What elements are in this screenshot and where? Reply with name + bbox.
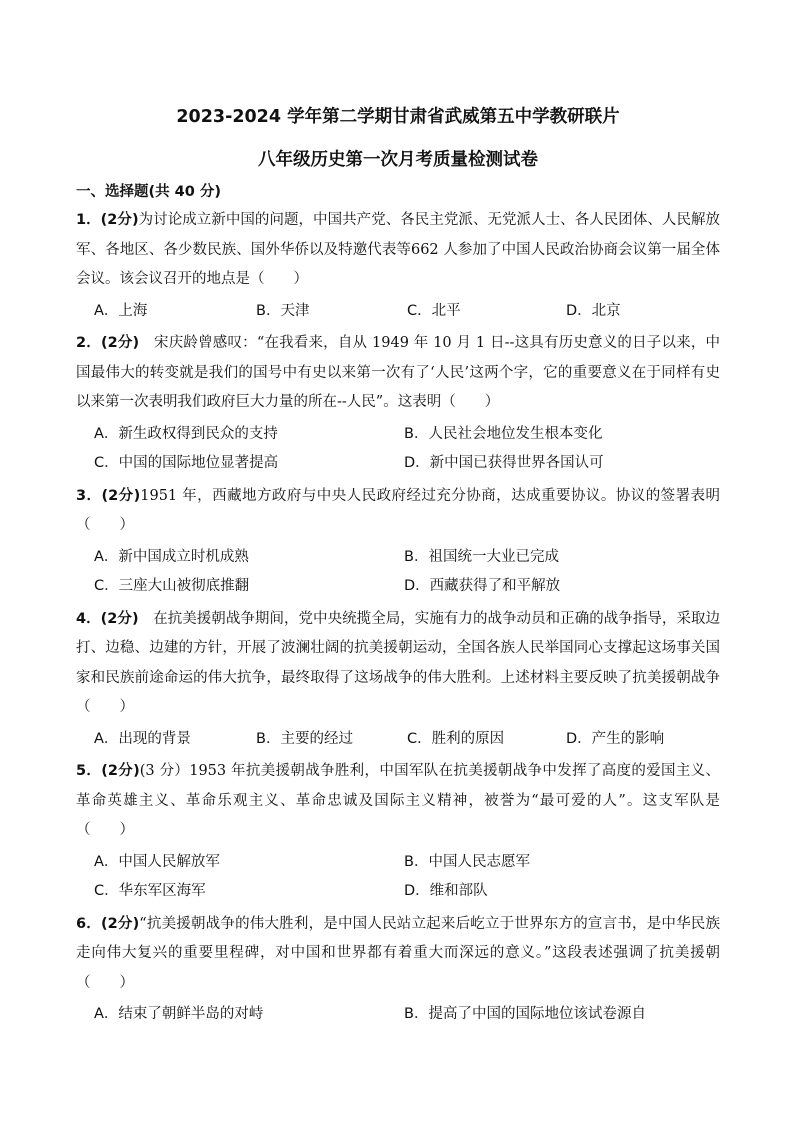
- option-text: 北平: [431, 302, 461, 319]
- options-list: [76, 420, 720, 479]
- question-stem: [76, 605, 720, 723]
- option-a[interactable]: [94, 543, 404, 573]
- question-3: [76, 482, 720, 602]
- option-letter: B．: [256, 730, 281, 747]
- question-stem: [76, 329, 720, 418]
- question-2: [76, 329, 720, 479]
- option-letter: B．: [404, 1006, 429, 1022]
- question-number: 3．: [76, 487, 102, 504]
- option-d[interactable]: [566, 725, 716, 755]
- option-text: 结束了朝鲜半岛的对峙: [118, 1006, 264, 1022]
- option-letter: C．: [94, 455, 119, 471]
- option-text: 祖国统一大业已完成: [428, 548, 559, 565]
- option-a[interactable]: [94, 725, 256, 755]
- question-number: 2．: [76, 335, 101, 351]
- option-letter: C．: [407, 730, 432, 747]
- option-letter: D．: [566, 730, 592, 747]
- question-text: 为讨论成立新中国的问题，中国共产党、各民主党派、无党派人士、各人民团体、人民解放军、各地区、各少数民族、国外华侨以及特邀代表等662 人参加了中国人民政治协商会议第一届全体会议。该会议召开的地点是（ ）: [76, 212, 721, 287]
- question-score: (2分): [100, 610, 139, 627]
- options-list: [76, 297, 720, 327]
- option-text: 北京: [591, 302, 621, 319]
- option-d[interactable]: [404, 572, 716, 602]
- option-a[interactable]: [94, 420, 404, 450]
- option-b[interactable]: [404, 848, 716, 878]
- question-score: (2分): [101, 487, 141, 504]
- option-b[interactable]: [404, 543, 716, 573]
- option-a[interactable]: [94, 297, 256, 327]
- option-a[interactable]: [94, 1000, 404, 1030]
- option-text: 新中国成立时机成熟: [118, 548, 249, 565]
- option-letter: A．: [94, 730, 119, 747]
- option-text: 华东军区海军: [118, 883, 206, 899]
- option-text: 新生政权得到民众的支持: [118, 425, 278, 442]
- option-text: 三座大山被彻底推翻: [118, 578, 250, 594]
- option-text: 主要的经过: [280, 730, 353, 747]
- question-6: [76, 910, 720, 1030]
- option-text: 中国的国际地位显著提高: [118, 455, 279, 471]
- option-text: 维和部队: [429, 883, 488, 899]
- question-stem: [76, 206, 720, 295]
- option-d[interactable]: [404, 877, 716, 907]
- option-text: 提高了中国的国际地位该试卷源自: [428, 1006, 646, 1022]
- question-text: “抗美援朝战争的伟大胜利，是中国人民站立起来后屹立于世界东方的宣言书，是中华民族走向伟大复兴的重要里程碑，对中国和世界都有着重大而深远的意义。”这段表述强调了抗美援朝（ ）: [76, 915, 720, 991]
- option-text: 新中国已获得世界各国认可: [429, 455, 604, 471]
- option-text: 中国人民志愿军: [428, 853, 530, 870]
- option-b[interactable]: [404, 420, 716, 450]
- option-letter: D．: [404, 883, 430, 899]
- option-b[interactable]: [256, 725, 407, 755]
- option-text: 产生的影响: [591, 730, 665, 747]
- question-score: (2分): [100, 212, 139, 228]
- question-number: 4．: [76, 610, 101, 627]
- option-d[interactable]: [566, 297, 716, 327]
- option-letter: D．: [404, 578, 430, 594]
- option-letter: B．: [404, 425, 429, 442]
- exam-title-line2: 八年级历史第一次月考质量检测试卷: [258, 150, 538, 170]
- option-letter: D．: [566, 302, 592, 319]
- question-score: (2分): [101, 915, 140, 932]
- option-b[interactable]: [256, 297, 407, 327]
- question-1: [76, 206, 720, 326]
- exam-title-line1: 2023-2024 学年第二学期甘肃省武威第五中学教研联片: [176, 107, 620, 127]
- option-text: 天津: [280, 302, 310, 319]
- question-stem: [76, 910, 720, 999]
- option-letter: A．: [94, 548, 119, 565]
- option-letter: A．: [94, 1006, 119, 1022]
- option-c[interactable]: [94, 572, 404, 602]
- option-text: 上海: [118, 302, 148, 319]
- option-text: 人民社会地位发生根本变化: [428, 425, 603, 442]
- option-text: 出现的背景: [118, 730, 191, 747]
- question-text: (3 分）1953 年抗美援朝战争胜利，中国军队在抗美援朝战争中发挥了高度的爱国主义、革命英雄主义、革命乐观主义、革命忠诚及国际主义精神，被誉为“最可爱的人”。这支军队是（ ）: [76, 763, 721, 838]
- options-list: [76, 848, 720, 907]
- option-letter: A．: [94, 853, 119, 870]
- question-number: 6．: [76, 915, 101, 932]
- question-text: 1951 年，西藏地方政府与中央人民政府经过充分协商，达成重要协议。协议的签署表明（ ）: [76, 487, 720, 533]
- question-4: [76, 605, 720, 755]
- option-text: 西藏获得了和平解放: [429, 578, 561, 594]
- option-a[interactable]: [94, 848, 404, 878]
- options-list: [76, 1000, 720, 1030]
- option-letter: C．: [407, 302, 432, 319]
- option-b[interactable]: [404, 1000, 716, 1030]
- option-letter: B．: [404, 548, 429, 565]
- option-c[interactable]: [94, 449, 404, 479]
- options-list: [76, 725, 720, 755]
- section-heading-choice: 一、选择题(共 40 分): [76, 184, 222, 200]
- option-text: 中国人民解放军: [118, 853, 220, 870]
- question-number: 1．: [76, 212, 101, 228]
- options-list: [76, 543, 720, 602]
- question-text: 宋庆龄曾感叹：“在我看来，自从 1949 年 10 月 1 日--这具有历史意义的日子以来，中国最伟大的转变就是我们的国号中有史以来第一次有了‘人民’这两个字，它的重要意义在于同样有史以来第一次表明我们政府巨大力量的所在--人民”。这表明（ ）: [76, 335, 721, 410]
- question-score: (2分): [100, 335, 140, 351]
- option-c[interactable]: [407, 725, 566, 755]
- question-stem: [76, 757, 720, 846]
- option-c[interactable]: [94, 877, 404, 907]
- question-stem: [76, 482, 720, 541]
- option-letter: C．: [94, 578, 119, 594]
- option-letter: C．: [94, 883, 119, 899]
- option-letter: A．: [94, 302, 119, 319]
- question-text: 在抗美援朝战争期间，党中央统揽全局，实施有力的战争动员和正确的战争指导，采取边打、边稳、边建的方针，开展了波澜壮阔的抗美援朝运动，全国各族人民举国同心支撑起这场事关国家和民族前途命运的伟大抗争，最终取得了这场战争的伟大胜利。上述材料主要反映了抗美援朝战争（ ）: [76, 610, 721, 715]
- question-5: [76, 757, 720, 907]
- option-letter: D．: [404, 455, 430, 471]
- option-text: 胜利的原因: [431, 730, 505, 747]
- option-letter: B．: [404, 853, 429, 870]
- question-number: 5．: [76, 763, 102, 779]
- option-letter: B．: [256, 302, 281, 319]
- option-letter: A．: [94, 425, 119, 442]
- option-c[interactable]: [407, 297, 566, 327]
- option-d[interactable]: [404, 449, 716, 479]
- question-score: (2分): [101, 763, 140, 779]
